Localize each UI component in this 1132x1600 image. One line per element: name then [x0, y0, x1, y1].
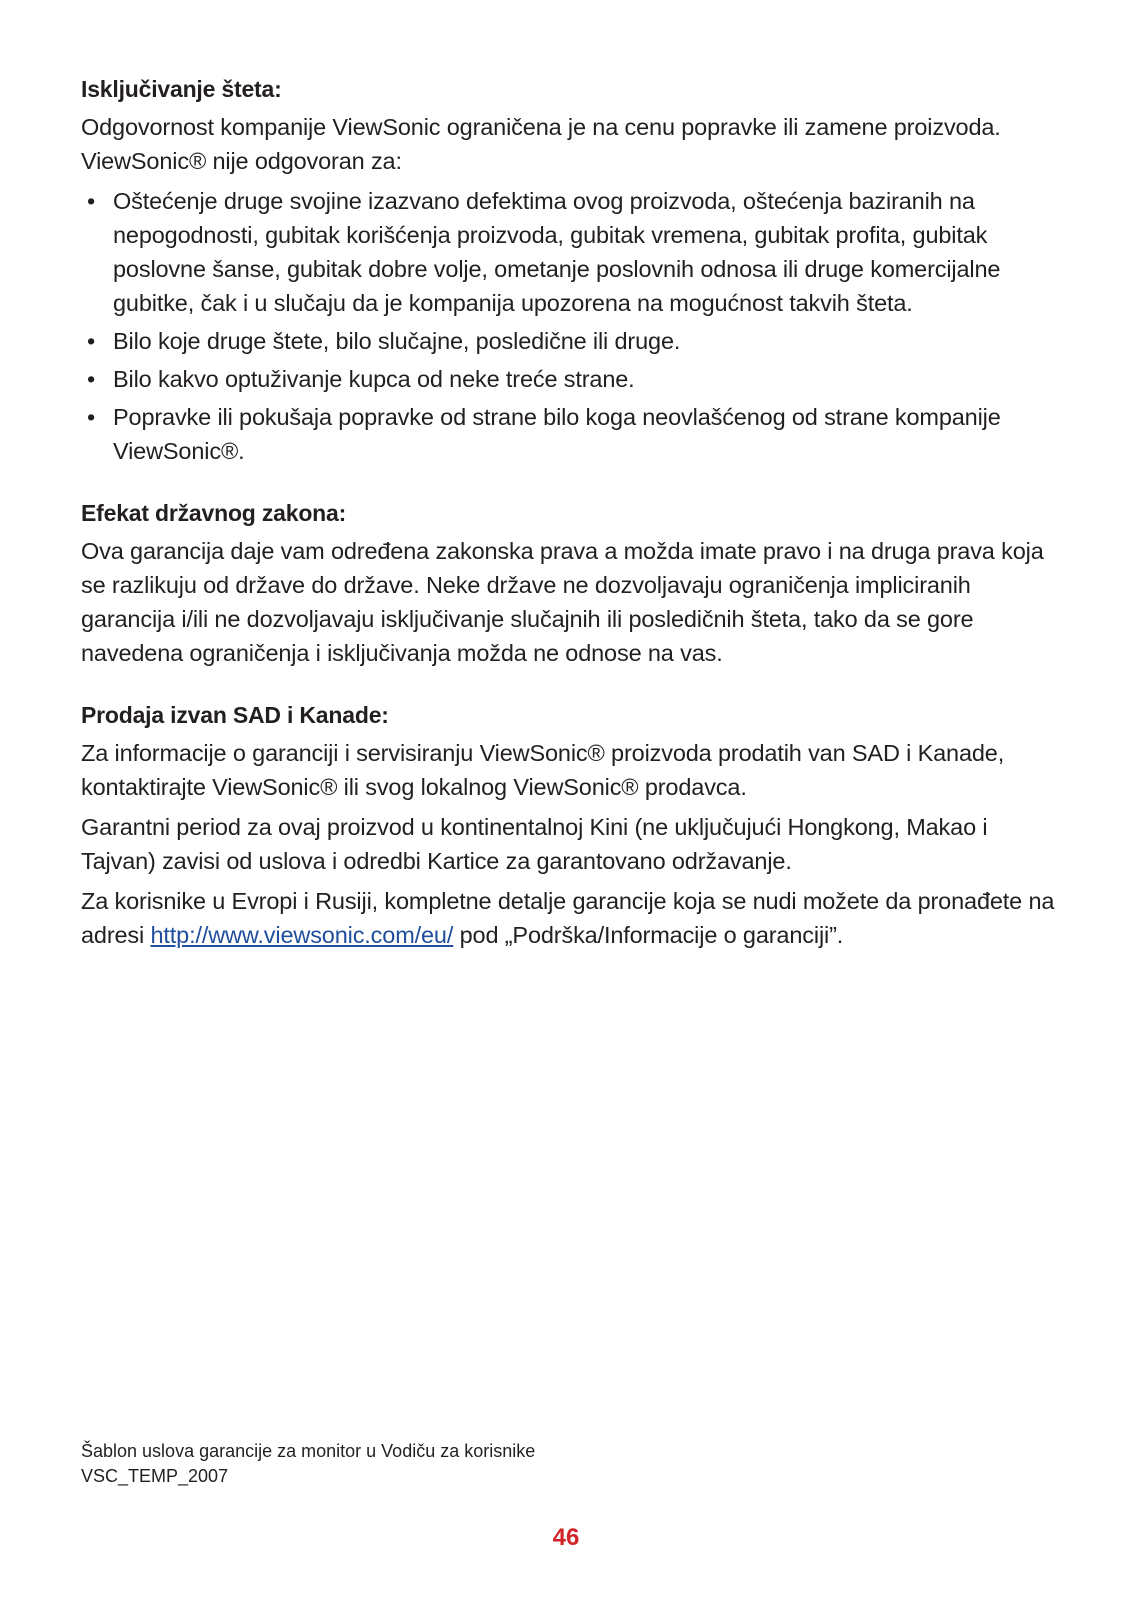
list-item: • Popravke ili pokušaja popravke od strane bilo koga neovlašćenog od strane kompanije ViewSonic®. — [81, 400, 1061, 468]
bullet-icon: • — [87, 188, 96, 214]
list-item: • Bilo koje druge štete, bilo slučajne, posledične ili druge. — [81, 324, 1061, 358]
bullet-icon: • — [87, 328, 96, 354]
heading-state-law: Efekat državnog zakona: — [81, 500, 347, 526]
footer — [81, 1439, 535, 1489]
page-number: 46 — [552, 1524, 580, 1551]
outside-usa-para-1: Za informacije o garanciji i servisiranju ViewSonic® proizvoda prodatih van SAD i Kanade, kontaktirajte ViewSonic® ili svog lokalnog ViewSonic® prodavca. — [81, 740, 1005, 800]
bullet-icon: • — [87, 366, 96, 392]
section-outside-usa — [81, 698, 1061, 952]
outside-usa-para-2: Garantni period za ovaj proizvod u kontinentalnoj Kini (ne uključujući Hongkong, Makao i Tajvan) zavisi od uslova i odredbi Kartice za garantovano održavanje. — [81, 814, 988, 874]
footer-template-title: Šablon uslova garancije za monitor u Vodiču za korisnike — [81, 1441, 536, 1461]
exclusion-intro: Odgovornost kompanije ViewSonic ograničena je na cenu popravke ili zamene proizvoda. ViewSonic® nije odgovoran za: — [81, 114, 1001, 174]
viewsonic-eu-link[interactable]: http://www.viewsonic.com/eu/ — [150, 922, 454, 948]
bullet-icon: • — [87, 404, 96, 430]
list-item: • Oštećenje druge svojine izazvano defektima ovog proizvoda, oštećenja baziranih na nepogodnosti, gubitak korišćenja proizvoda, gubitak vremena, gubitak profita, gubitak poslovne šanse, gubitak dobre volje, ometanje poslovnih odnosa ili druge komercijalne gubitke, čak i u slučaju da je kompanija upozorena na mogućnost takvih šteta. — [81, 184, 1061, 320]
section-exclusion-of-damages — [81, 72, 1061, 468]
state-law-text: Ova garancija daje vam određena zakonska prava a možda imate pravo i na druga prava koja se razlikuju od države do države. Neke države ne dozvoljavaju ograničenja impliciranih garancija i/ili ne dozvoljavaju isključivanje slučajnih ili posledičnih šteta, tako da se gore navedena ograničenja i isključivanja možda ne odnose na vas. — [81, 538, 1044, 666]
heading-outside-usa: Prodaja izvan SAD i Kanade: — [81, 702, 389, 728]
footer-template-code: VSC_TEMP_2007 — [81, 1466, 229, 1486]
list-item: • Bilo kakvo optuživanje kupca od neke treće strane. — [81, 362, 1061, 396]
document-body — [81, 72, 1061, 980]
section-state-law — [81, 496, 1061, 670]
heading-exclusion: Isključivanje šteta: — [81, 76, 282, 102]
outside-usa-para-3: Za korisnike u Evropi i Rusiji, kompletne detalje garancije koja se nudi možete da pronađete na adresi http://www.viewsonic.com/eu/ pod „Podrška/Informacije o garanciji”. — [81, 888, 1055, 948]
exclusion-bullet-list — [81, 184, 1061, 468]
